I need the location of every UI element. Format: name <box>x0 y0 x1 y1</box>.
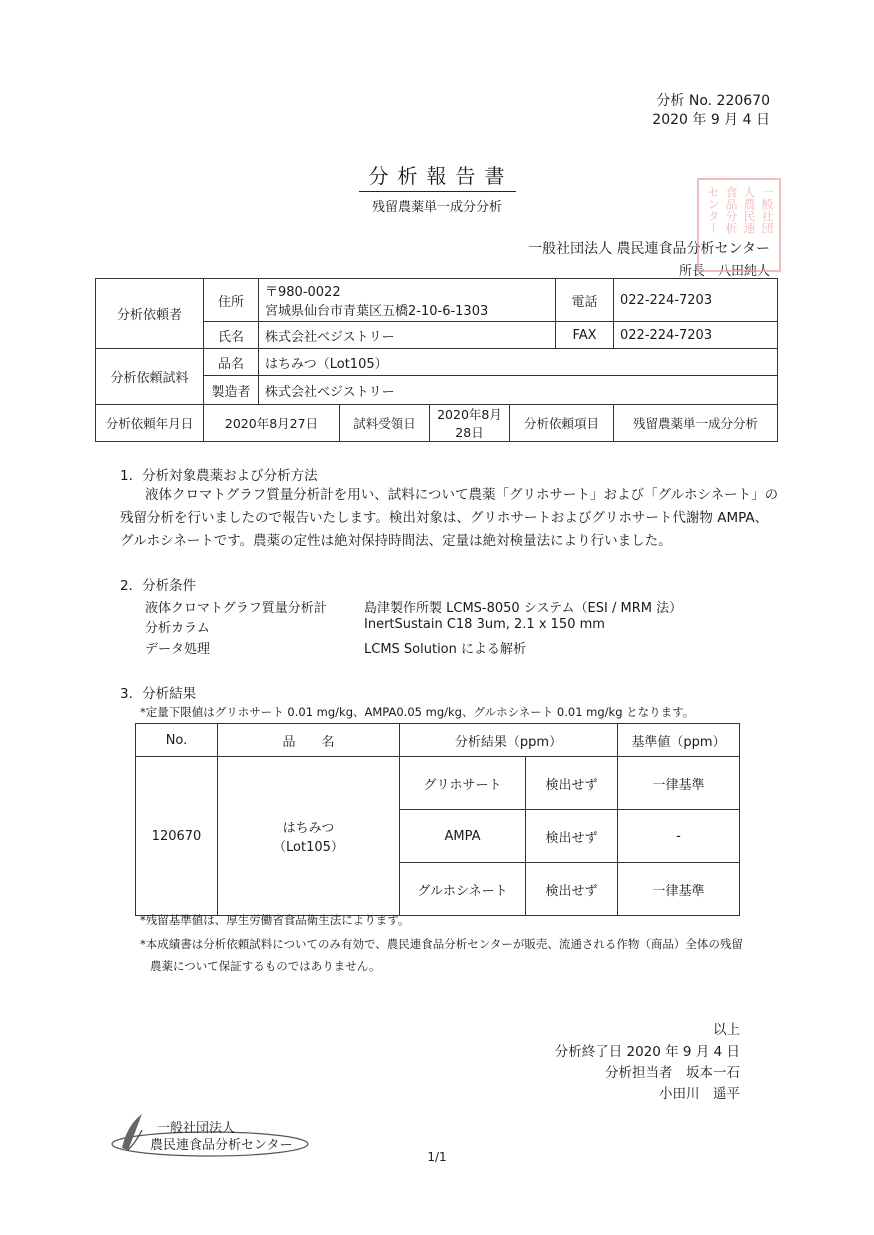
analyte-standard: 一律基準 <box>618 757 740 810</box>
postal-code: 〒980-0022 <box>265 285 341 300</box>
fax-label: FAX <box>556 322 614 349</box>
product-value: はちみつ（Lot105） <box>259 349 778 376</box>
logo-leaf-icon <box>122 1114 142 1150</box>
name-label: 氏名 <box>204 322 259 349</box>
analyte-name: グリホサート <box>400 757 526 810</box>
seal-column-4: センター <box>706 186 720 234</box>
client-name: 株式会社ベジストリー <box>259 322 556 349</box>
note-1: *残留基準値は、厚生労働省食品衛生法によります。 <box>140 913 410 927</box>
note-2: *本成績書は分析依頼試料についてのみ有効で、農民連食品分析センターが販売、流通される作物（商品）全体の残留 <box>140 937 743 951</box>
tel-label: 電話 <box>556 279 614 322</box>
item-label: 分析依頼項目 <box>510 405 614 442</box>
receipt-date-value: 2020年8月28日 <box>430 405 510 442</box>
logo-text-line-2: 農民連食品分析センター <box>150 1138 293 1153</box>
request-date-label: 分析依頼年月日 <box>96 405 204 442</box>
section3-heading: 3．分析結果 <box>120 686 197 702</box>
results-table <box>135 723 740 916</box>
address-label: 住所 <box>204 279 259 322</box>
document-date: 2020 年 9 月 4 日 <box>652 112 770 128</box>
analyte-standard: 一律基準 <box>618 863 740 916</box>
sample-label: 分析依頼試料 <box>96 349 204 405</box>
closing-end: 以上 <box>713 1022 740 1038</box>
detection-limit-note: *定量下限値はグリホサート 0.01 mg/kg、AMPA0.05 mg/kg、グルホシネート 0.01 mg/kg となります。 <box>140 705 695 719</box>
condition-value-2: InertSustain C18 3um, 2.1 x 150 mm <box>364 617 605 632</box>
sample-product-line-2: （Lot105） <box>273 840 344 855</box>
condition-value-1: 島津製作所製 LCMS-8050 システム（ESI / MRM 法） <box>364 601 683 616</box>
document-subtitle: 残留農薬単一成分分析 <box>371 200 502 215</box>
title-text: 分析報告書 <box>359 164 516 192</box>
organization-seal <box>697 178 781 272</box>
condition-label-3: データ処理 <box>145 642 211 657</box>
maker-value: 株式会社ベジストリー <box>259 376 778 405</box>
client-info-table <box>95 278 778 442</box>
section1-line-3: グルホシネートです。農薬の定性は絶対保持時間法、定量は絶対検量法により行いました。 <box>120 533 672 549</box>
condition-label-2: 分析カラム <box>145 621 210 636</box>
header-result: 分析結果（ppm） <box>400 724 618 757</box>
condition-value-3: LCMS Solution による解析 <box>364 642 527 657</box>
page-number: 1/1 <box>427 1150 447 1164</box>
sample-number: 120670 <box>136 757 218 916</box>
receipt-date-label: 試料受領日 <box>340 405 430 442</box>
organization-name: 一般社団法人 農民連食品分析センター <box>528 241 770 257</box>
analyte-result: 検出せず <box>526 810 618 863</box>
header-product: 品 名 <box>218 724 400 757</box>
sample-product <box>218 757 400 916</box>
analyst-2: 小田川 遥平 <box>659 1086 740 1102</box>
maker-label: 製造者 <box>204 376 259 405</box>
analyte-name: AMPA <box>400 810 526 863</box>
client-label: 分析依頼者 <box>96 279 204 349</box>
tel-value: 022-224-7203 <box>614 279 778 322</box>
analyte-standard: - <box>618 810 740 863</box>
fax-value: 022-224-7203 <box>614 322 778 349</box>
item-value: 残留農薬単一成分分析 <box>614 405 778 442</box>
seal-column-3: 食品分析 <box>724 186 738 234</box>
analyst-1: 分析担当者 坂本一石 <box>605 1065 740 1081</box>
section2-heading: 2．分析条件 <box>120 578 197 594</box>
analyte-result: 検出せず <box>526 757 618 810</box>
address-text: 宮城県仙台市青葉区五橋2-10-6-1303 <box>265 304 489 319</box>
condition-label-1: 液体クロマトグラフ質量分析計 <box>145 601 327 616</box>
director-name: 所長 八田純人 <box>678 264 770 279</box>
table-row <box>136 757 740 810</box>
sample-product-line-1: はちみつ <box>282 821 335 836</box>
header-standard: 基準値（ppm） <box>618 724 740 757</box>
analyte-name: グルホシネート <box>400 863 526 916</box>
analyte-result: 検出せず <box>526 863 618 916</box>
logo-text-line-1: 一般社団法人 <box>157 1121 236 1136</box>
seal-column-1: 一般社団 <box>760 186 774 234</box>
section1-heading: 1．分析対象農薬および分析方法 <box>120 468 318 484</box>
request-date-value: 2020年8月27日 <box>204 405 340 442</box>
section1-line-2: 残留分析を行いましたので報告いたします。検出対象は、グリホサートおよびグリホサート代謝物 AMPA、 <box>120 510 769 526</box>
header-no: No. <box>136 724 218 757</box>
address-cell <box>259 279 556 322</box>
note-3: 農薬について保証するものではありません。 <box>150 959 381 973</box>
seal-column-2: 人農民連 <box>742 186 756 234</box>
product-label: 品名 <box>204 349 259 376</box>
finish-date: 分析終了日 2020 年 9 月 4 日 <box>554 1044 740 1060</box>
document-number: 分析 No. 220670 <box>656 93 770 109</box>
section1-line-1: 液体クロマトグラフ質量分析計を用い、試料について農薬「グリホサート」および「グルホシネート」の <box>145 487 779 503</box>
